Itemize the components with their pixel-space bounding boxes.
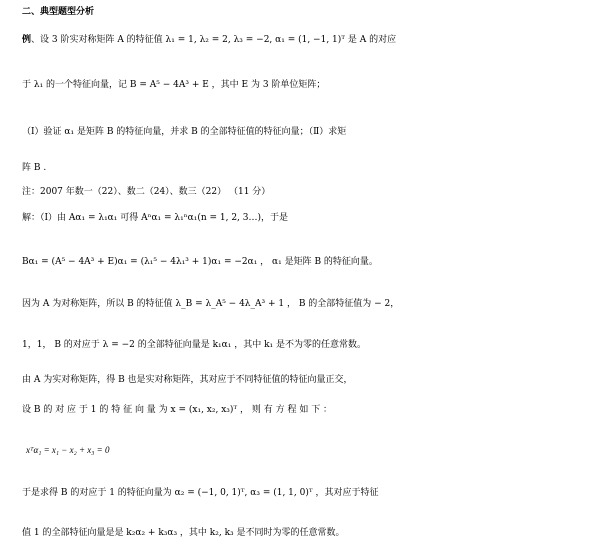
section-title: 二、典型题型分析 bbox=[22, 7, 95, 17]
example-text-1: 、设 3 阶实对称矩阵 A 的特征值 λ₁ = 1, λ₂ = 2, λ₃ = −2, α₁ = (1, −1, 1)ᵀ 是 A 的对应 bbox=[31, 35, 397, 45]
solution-line-2: Bα₁ = (A⁵ − 4A³ + E)α₁ = (λ₁⁵ − 4λ₁³ + 1)α₁ = −2α₁ ， α₁ 是矩阵 B 的特征向量。 bbox=[22, 257, 378, 267]
solution-line-5: 由 A 为实对称矩阵，得 B 也是实对称矩阵，其对应于不同特征值的特征向量正交， bbox=[22, 375, 353, 385]
solution-line-8: 于是求得 B 的对应于 1 的特征向量为 α₂ = (−1, 0, 1)ᵀ, α₃ = (1, 1, 0)ᵀ ，其对应于特征 bbox=[22, 488, 379, 498]
example-line-1 bbox=[22, 30, 592, 50]
solution-line-9: 值 1 的全部特征向量是是 k₂α₂ + k₃α₃ ，其中 k₂, k₃ 是不同时为零的任意常数。 bbox=[22, 528, 345, 538]
example-label: 例 bbox=[22, 35, 32, 45]
solution-line-3: 因为 A 为对称矩阵，所以 B 的特征值 λ_B = λ_A⁵ − 4λ_A³ + 1 ， B 的全部特征值为 − 2， bbox=[22, 299, 400, 309]
solution-equation: xᵀα₁ = x₁ − x₂ + x₃ = 0 bbox=[26, 445, 110, 455]
note-line: 注：2007 年数一（22）、数二（24）、数三（22） （11 分） bbox=[22, 187, 271, 197]
example-line-2: 于 λ₁ 的一个特征向量，记 B = A⁵ − 4A³ + E ，其中 E 为 3 阶单位矩阵； bbox=[22, 80, 326, 90]
example-line-3: （Ⅰ）验证 α₁ 是矩阵 B 的特征向量，并求 B 的全部特征值的特征向量；（Ⅱ）求矩 bbox=[22, 127, 347, 137]
solution-line-4: 1，1， B 的对应于 λ = −2 的全部特征向量是 k₁α₁ ，其中 k₁ 是不为零的任意常数。 bbox=[22, 340, 366, 350]
solution-line-1: 解：（Ⅰ）由 Aα₁ = λ₁α₁ 可得 Aⁿα₁ = λ₁ⁿα₁(n = 1, 2, 3…)，于是 bbox=[22, 213, 289, 223]
example-line-4: 阵 B . bbox=[22, 163, 47, 173]
solution-line-6: 设 B 的 对 应 于 1 的 特 征 向 量 为 x = (x₁, x₂, x₃)ᵀ ， 则 有 方 程 如 下 ： bbox=[22, 405, 333, 415]
